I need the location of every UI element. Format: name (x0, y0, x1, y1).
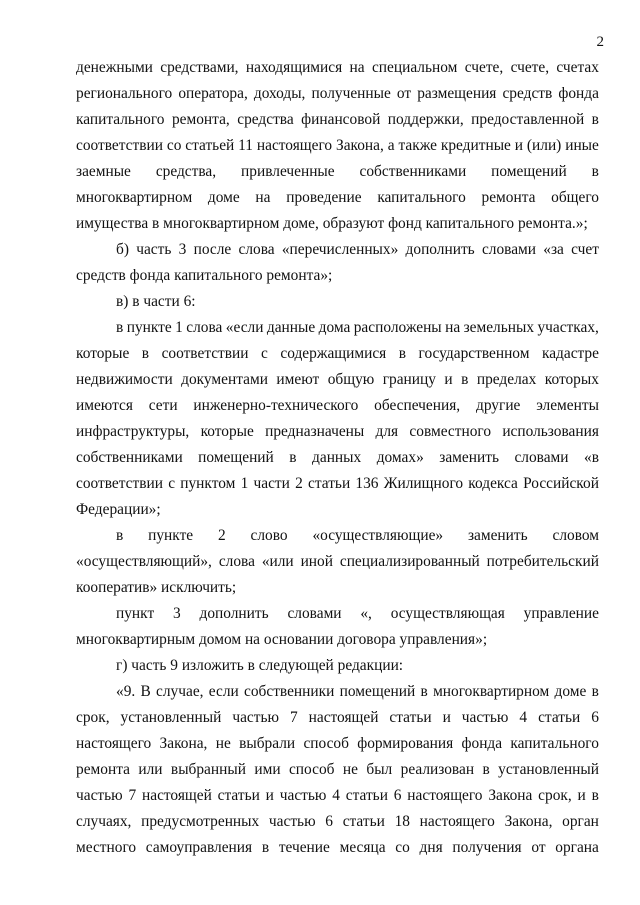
text-line: частью 7 настоящей статьи и частью 4 статьи 6 настоящего Закона срок, и в (76, 787, 599, 804)
text-line: г) часть 9 изложить в следующей редакции: (116, 657, 404, 674)
text-line: заемные средства, привлеченные собственниками помещений в (76, 163, 599, 180)
text-line: «осуществляющий», слова «или иной специализированный потребительский (76, 553, 599, 570)
text-line: пункт 3 дополнить словами «, осуществляющая управление (116, 605, 599, 622)
text-line: многоквартирным домом на основании договора управления»; (76, 631, 488, 648)
text-line: «9. В случае, если собственники помещений в многоквартирном доме в (116, 683, 599, 700)
text-line: которые в соответствии с содержащимися в государственном кадастре (76, 345, 599, 362)
text-line: недвижимости документами имеют общую границу и в пределах которых (76, 371, 599, 388)
text-line: б) часть 3 после слова «перечисленных» дополнить словами «за счет (116, 241, 599, 258)
text-line: средств фонда капитального ремонта»; (76, 267, 333, 284)
text-line: срок, установленный частью 7 настоящей статьи и частью 4 статьи 6 (76, 709, 599, 726)
text-line: собственниками помещений в данных домах» заменить словами «в (76, 449, 599, 466)
text-line: кооператив» исключить; (76, 579, 237, 596)
text-line: денежными средствами, находящимися на специальном счете, счете, счетах (76, 59, 599, 76)
document-body (76, 55, 599, 861)
text-line: в) в части 6: (116, 293, 196, 310)
text-line: настоящего Закона, не выбрали способ формирования фонда капитального (76, 735, 599, 752)
text-line: регионального оператора, доходы, полученные от размещения средств фонда (76, 85, 599, 102)
text-line: инфраструктуры, которые предназначены для совместного использования (76, 423, 599, 440)
text-line: имеются сети инженерно-технического обеспечения, другие элементы (76, 397, 599, 414)
text-line: капитального ремонта, средства финансовой поддержки, предоставленной в (76, 111, 599, 128)
text-line: местного самоуправления в течение месяца со дня получения от органа (76, 839, 599, 856)
text-line: соответствии со статьей 11 настоящего Закона, а также кредитные и (или) иные (76, 137, 599, 154)
text-line: соответствии с пунктом 1 части 2 статьи 136 Жилищного кодекса Российской (76, 475, 599, 492)
text-line: ремонта или выбранный ими способ не был реализован в установленный (76, 761, 599, 778)
text-line: многоквартирном доме на проведение капитального ремонта общего (76, 189, 599, 206)
text-line: случаях, предусмотренных частью 6 статьи 18 настоящего Закона, орган (76, 813, 599, 830)
text-line: в пункте 1 слова «если данные дома расположены на земельных участках, (116, 319, 599, 336)
page-number: 2 (596, 34, 604, 50)
text-line: имущества в многоквартирном доме, образуют фонд капитального ремонта.»; (76, 215, 588, 232)
text-line: в пункте 2 слово «осуществляющие» заменить словом (116, 527, 599, 544)
text-line: Федерации»; (76, 501, 161, 518)
